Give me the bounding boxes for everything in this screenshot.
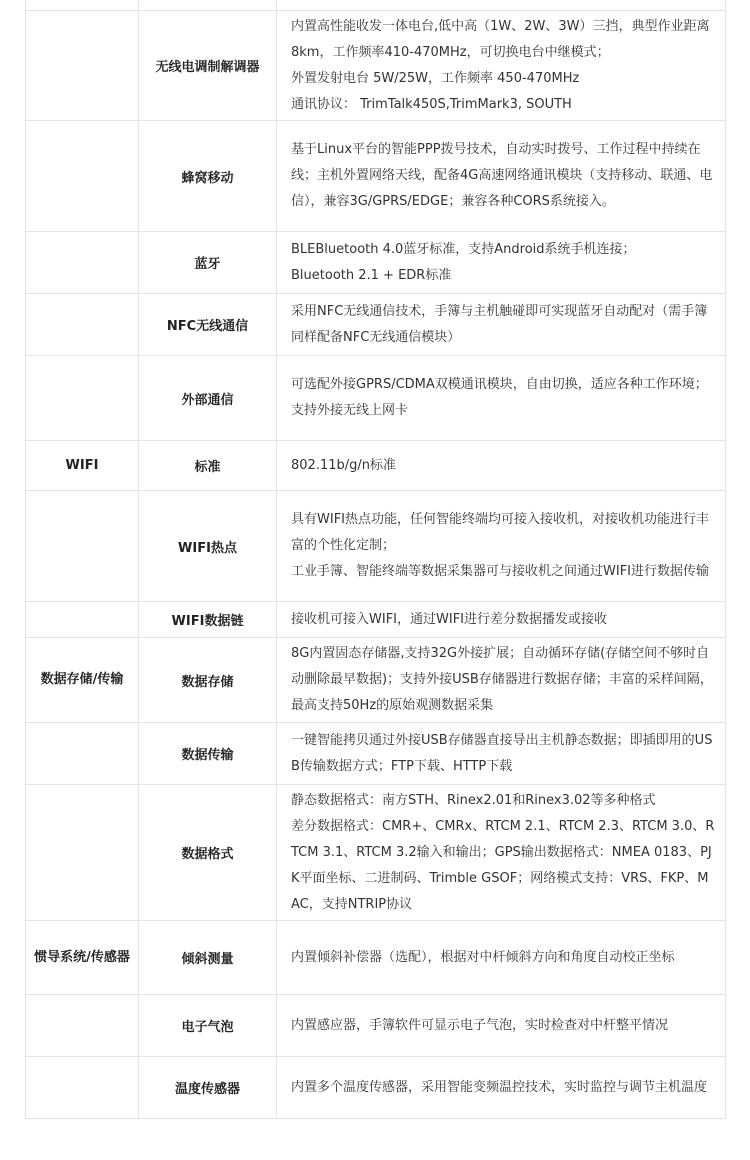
item-cell: 蜂窝移动 bbox=[139, 121, 277, 232]
item-cell: 数据格式 bbox=[139, 785, 277, 921]
description-cell: 采用NFC无线通信技术，手簿与主机触碰即可实现蓝牙自动配对（需手簿同样配备NFC无线通信模块） bbox=[277, 294, 726, 356]
item-cell: 蓝牙 bbox=[139, 232, 277, 294]
category-cell bbox=[26, 294, 139, 356]
item-cell bbox=[139, 0, 277, 11]
item-cell: NFC无线通信 bbox=[139, 294, 277, 356]
table-row bbox=[26, 995, 726, 1057]
table-row bbox=[26, 491, 726, 602]
description-cell: 具有WIFI热点功能，任何智能终端均可接入接收机，对接收机功能进行丰富的个性化定制； 工业手簿、智能终端等数据采集器可与接收机之间通过WIFI进行数据传输 bbox=[277, 491, 726, 602]
category-cell bbox=[26, 11, 139, 121]
table-row bbox=[26, 785, 726, 921]
description-cell bbox=[277, 0, 726, 11]
table-row bbox=[26, 1057, 726, 1119]
table-row bbox=[26, 121, 726, 232]
category-cell bbox=[26, 723, 139, 785]
item-cell: 电子气泡 bbox=[139, 995, 277, 1057]
category-cell: 数据存储/传输 bbox=[26, 638, 139, 723]
description-cell: 内置多个温度传感器，采用智能变频温控技术，实时监控与调节主机温度 bbox=[277, 1057, 726, 1119]
item-cell: 倾斜测量 bbox=[139, 921, 277, 995]
category-cell: 惯导系统/传感器 bbox=[26, 921, 139, 995]
description-cell: 一键智能拷贝通过外接USB存储器直接导出主机静态数据；即插即用的USB传输数据方式；FTP下载、HTTP下载 bbox=[277, 723, 726, 785]
description-cell: 基于Linux平台的智能PPP拨号技术，自动实时拨号、工作过程中持续在线；主机外置网络天线，配备4G高速网络通讯模块（支持移动、联通、电信），兼容3G/GPRS/EDGE；兼容各种CORS系统接入。 bbox=[277, 121, 726, 232]
category-cell bbox=[26, 356, 139, 441]
item-cell: 外部通信 bbox=[139, 356, 277, 441]
description-cell: 接收机可接入WIFI，通过WIFI进行差分数据播发或接收 bbox=[277, 602, 726, 638]
item-cell: WIFI热点 bbox=[139, 491, 277, 602]
category-cell bbox=[26, 0, 139, 11]
table-row bbox=[26, 356, 726, 441]
table-row bbox=[26, 602, 726, 638]
description-cell: 可选配外接GPRS/CDMA双模通讯模块，自由切换，适应各种工作环境； 支持外接无线上网卡 bbox=[277, 356, 726, 441]
item-cell: 无线电调制解调器 bbox=[139, 11, 277, 121]
table-row bbox=[26, 723, 726, 785]
description-cell: BLEBluetooth 4.0蓝牙标准，支持Android系统手机连接； Bluetooth 2.1 + EDR标准 bbox=[277, 232, 726, 294]
table-row bbox=[26, 294, 726, 356]
description-cell: 802.11b/g/n标准 bbox=[277, 441, 726, 491]
item-cell: 数据传输 bbox=[139, 723, 277, 785]
category-cell bbox=[26, 121, 139, 232]
table-row bbox=[26, 441, 726, 491]
item-cell: WIFI数据链 bbox=[139, 602, 277, 638]
description-cell: 内置感应器，手簿软件可显示电子气泡，实时检查对中杆整平情况 bbox=[277, 995, 726, 1057]
category-cell bbox=[26, 785, 139, 921]
category-cell bbox=[26, 995, 139, 1057]
description-cell: 8G内置固态存储器,支持32G外接扩展；自动循环存储(存储空间不够时自动删除最早数据)；支持外接USB存储器进行数据存储；丰富的采样间隔，最高支持50Hz的原始观测数据采集 bbox=[277, 638, 726, 723]
table-row bbox=[26, 232, 726, 294]
description-cell: 内置高性能收发一体电台,低中高（1W、2W、3W）三挡，典型作业距离8km，工作频率410-470MHz，可切换电台中继模式； 外置发射电台 5W/25W，工作频率 450-470MHz 通讯协议： TrimTalk450S,TrimMark3, SOUTH bbox=[277, 11, 726, 121]
description-cell: 内置倾斜补偿器（选配），根据对中杆倾斜方向和角度自动校正坐标 bbox=[277, 921, 726, 995]
category-cell bbox=[26, 1057, 139, 1119]
item-cell: 标准 bbox=[139, 441, 277, 491]
description-cell: 静态数据格式：南方STH、Rinex2.01和Rinex3.02等多种格式 差分数据格式：CMR+、CMRx、RTCM 2.1、RTCM 2.3、RTCM 3.0、RTCM 3.1、RTCM 3.2输入和输出；GPS输出数据格式：NMEA 0183、PJK平面坐标、二进制码、Trimble GSOF；网络模式支持：VRS、FKP、MAC，支持NTRIP协议 bbox=[277, 785, 726, 921]
category-cell bbox=[26, 491, 139, 602]
table-row bbox=[26, 638, 726, 723]
item-cell: 温度传感器 bbox=[139, 1057, 277, 1119]
item-cell: 数据存储 bbox=[139, 638, 277, 723]
table-row bbox=[26, 11, 726, 121]
category-cell: WIFI bbox=[26, 441, 139, 491]
category-cell bbox=[26, 602, 139, 638]
category-cell bbox=[26, 232, 139, 294]
table-row bbox=[26, 0, 726, 11]
table-row bbox=[26, 921, 726, 995]
spec-table bbox=[25, 0, 726, 1119]
